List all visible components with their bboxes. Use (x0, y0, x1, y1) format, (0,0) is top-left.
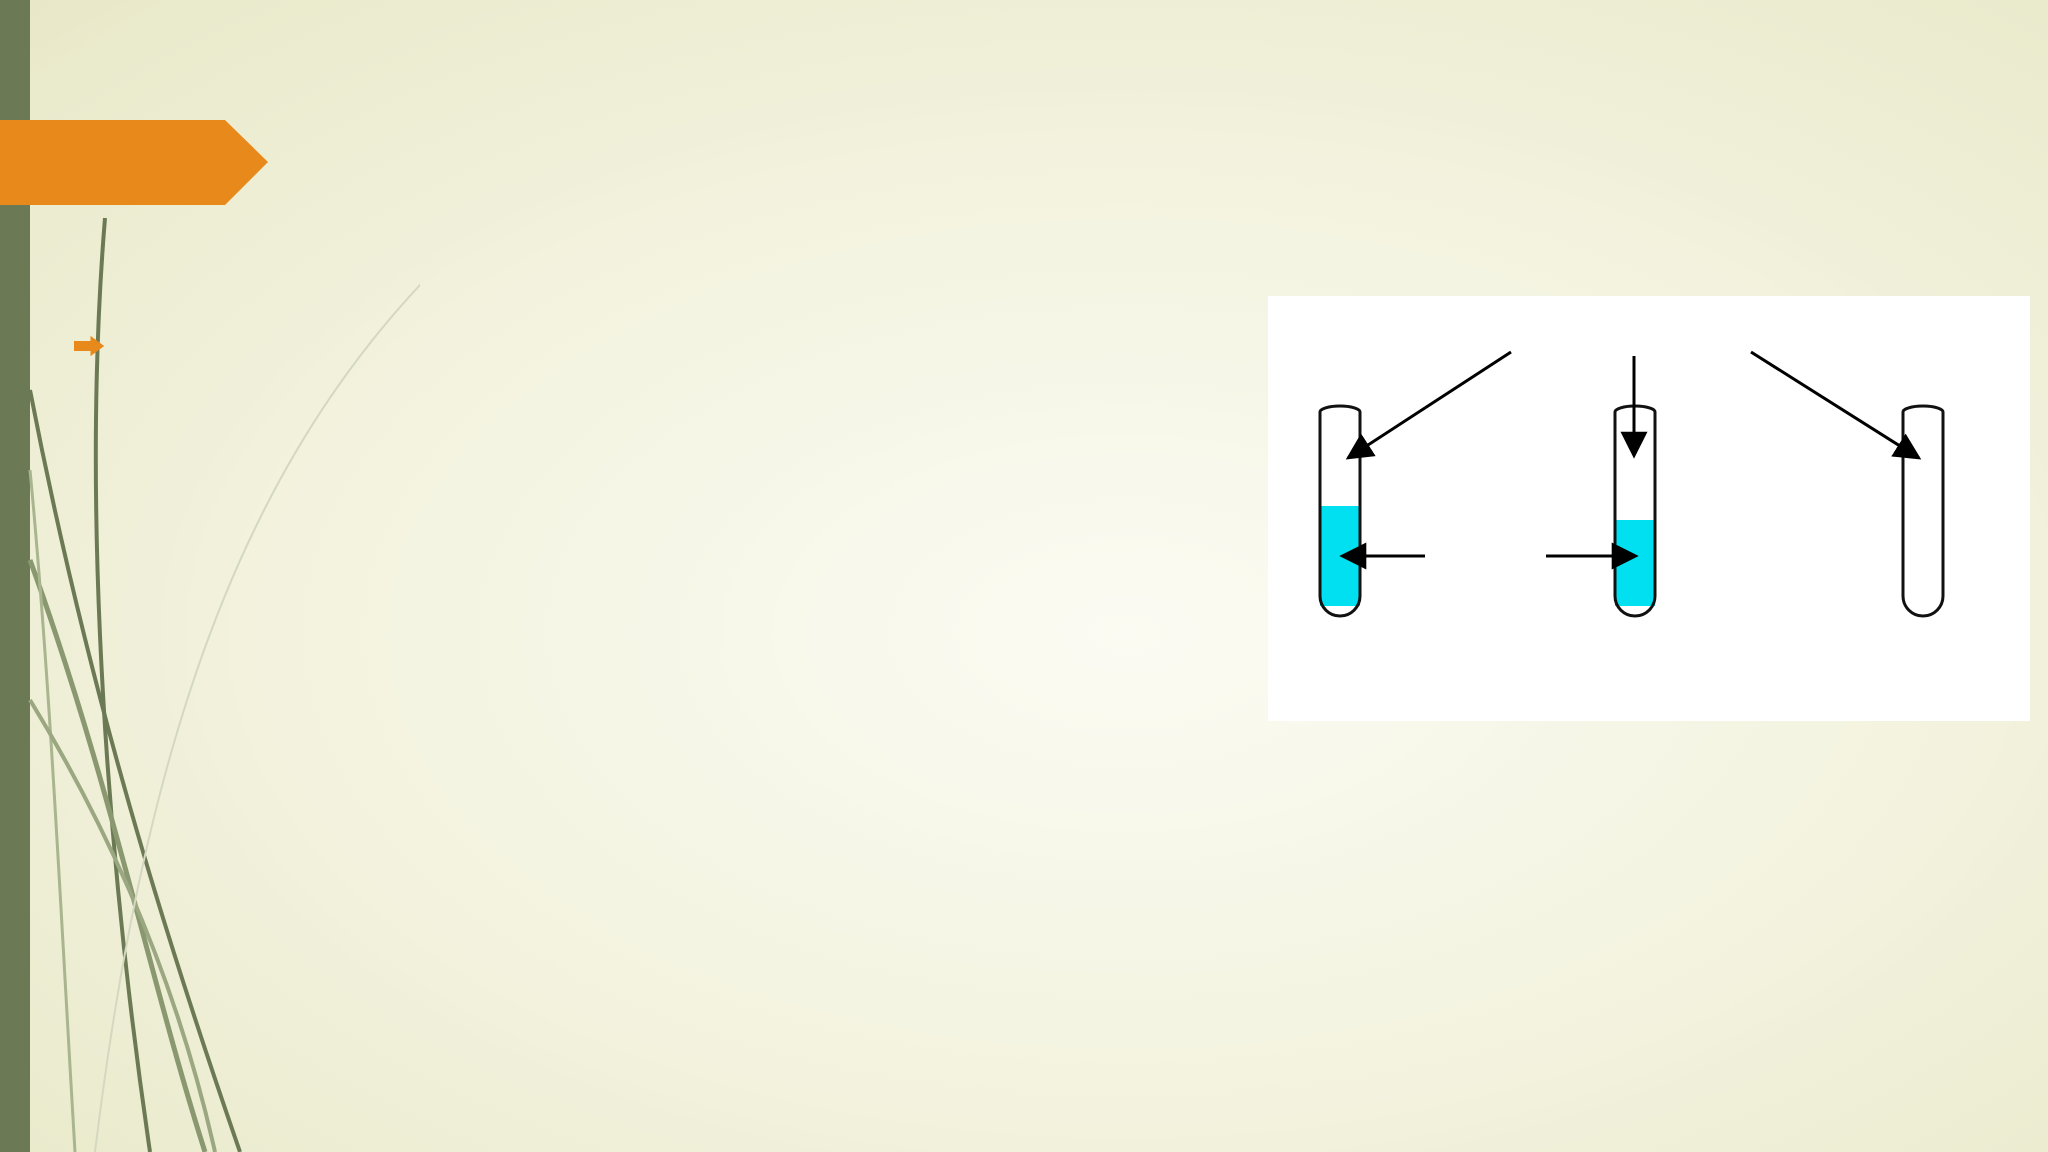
tubes-figure (1268, 296, 2030, 721)
figure-caption (1268, 746, 2030, 892)
vapor-arrow-right (1751, 352, 1919, 458)
tube-3-outline (1903, 406, 1943, 616)
slide-number-badge (0, 120, 268, 205)
tube-3 (1903, 406, 1943, 616)
vapor-arrow-left (1348, 352, 1511, 458)
tube-2-liquid (1615, 520, 1655, 606)
tube-1 (1320, 406, 1360, 616)
